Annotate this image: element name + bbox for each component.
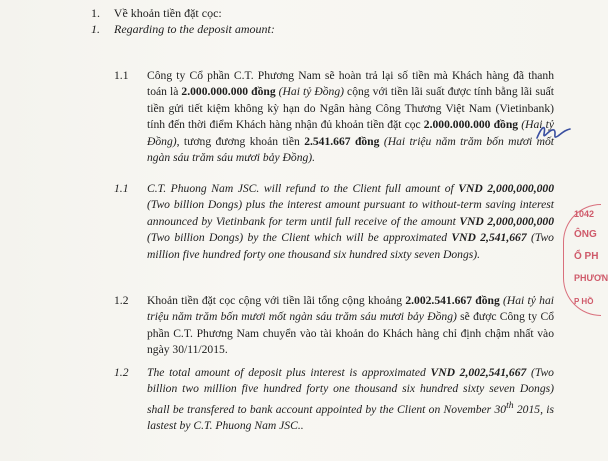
text-run: sẽ được Công ty Cổ phần C.T. Phương Nam chuyển vào tài khoản do Khách hàng chỉ định chậm nhất vào ngày 30/11/2015. xyxy=(147,310,554,357)
clause-text xyxy=(147,181,554,263)
company-stamp xyxy=(563,204,608,316)
text-run: (Hai triệu năm trăm bốn mươi mốt ngàn sáu trăm sáu mươi bảy Đồng). xyxy=(147,134,555,165)
amount-text: VND 2,541,667 xyxy=(451,231,527,245)
clause-text xyxy=(147,293,554,359)
text-run: , tương đương khoản tiền xyxy=(176,134,305,148)
clause-1-2-vn xyxy=(114,293,554,359)
clause-1-1-vn xyxy=(114,68,554,166)
text-run: C.T. Phuong Nam JSC. will refund to the Client full amount of xyxy=(147,182,459,195)
text-run: (Two billion Dongs) by the Client which will be approximated xyxy=(147,231,452,245)
text-run: th xyxy=(506,399,514,411)
stamp-text: Ổ PH xyxy=(574,251,599,262)
text-run: (Two million five hundred forty one thousand six hundred sixty seven Dongs). xyxy=(147,231,554,261)
clause-number: 1.2 xyxy=(114,366,129,379)
stamp-text: P HỒ xyxy=(574,297,594,306)
section-heading-en xyxy=(91,22,275,37)
initials-signature-icon xyxy=(534,120,574,144)
clause-number: 1.2 xyxy=(114,294,129,307)
clause-1-2-en xyxy=(114,365,554,434)
amount-text: 2.002.541.667 đồng xyxy=(405,294,500,307)
section-heading-vn xyxy=(91,6,222,21)
amount-text: VND 2,002,541,667 xyxy=(430,366,527,379)
text-run: (Hai tỷ hai triệu năm trăm bốn mươi mốt ngàn sáu trăm sáu mươi bảy Đồng) xyxy=(147,294,554,324)
section-title-vn: Về khoản tiền đặt cọc: xyxy=(113,6,222,20)
section-title-en: Regarding to the deposit amount: xyxy=(114,22,275,36)
section-number: 1. xyxy=(91,6,100,20)
section-number: 1. xyxy=(91,22,100,36)
amount-text: VND 2,000,000,000 xyxy=(458,182,554,195)
text-run: The total amount of deposit plus interest is approximated xyxy=(147,366,431,379)
text-run: (Two billion Dongs) plus the interest amount pursuant to without-term saving interest announced by Vietinbank for term until full receive of the amount xyxy=(147,198,554,228)
clause-number: 1.1 xyxy=(114,69,129,82)
amount-text: 2.000.000.000 đồng xyxy=(423,118,519,132)
clause-number: 1.1 xyxy=(114,182,129,195)
clause-text xyxy=(147,68,554,166)
amount-text: VND 2,000,000,000 xyxy=(459,214,554,228)
text-run: (Hai tỷ Đồng) xyxy=(147,118,554,148)
text-run: Công ty Cổ phần C.T. Phương Nam sẽ hoàn trả lại số tiền mà Khách hàng đã thanh toán là xyxy=(147,69,554,99)
text-run: cộng với tiền lãi suất được tính bằng lãi suất tiền gửi tiết kiệm không kỳ hạn do Ngân hàng Công Thương Việt Nam (Vietinbank) tính đến thời điểm Khách hàng nhận đủ khoản tiền đặt cọc xyxy=(147,85,554,132)
clause-1-1-en xyxy=(114,181,554,263)
stamp-text: 1042 xyxy=(574,209,595,219)
amount-text: 2.541.667 đồng xyxy=(304,134,380,148)
text-run: Khoản tiền đặt cọc cộng với tiền lãi tổng cộng khoảng xyxy=(147,294,406,307)
stamp-text: ÔNG xyxy=(574,229,597,240)
text-run: (Two billion two million five hundred forty one thousand six hundred sixty seven Dongs) shall be transfered to bank account appointed by the Client on November 30 xyxy=(147,366,554,416)
stamp-text: PHƯƠN xyxy=(574,273,608,283)
text-run: 2015, is lastest by C.T. Phuong Nam JSC.. xyxy=(147,402,554,433)
text-run: (Hai tỷ Đồng) xyxy=(278,85,345,99)
amount-text: 2.000.000.000 đồng xyxy=(181,85,276,99)
clause-text xyxy=(147,365,554,434)
